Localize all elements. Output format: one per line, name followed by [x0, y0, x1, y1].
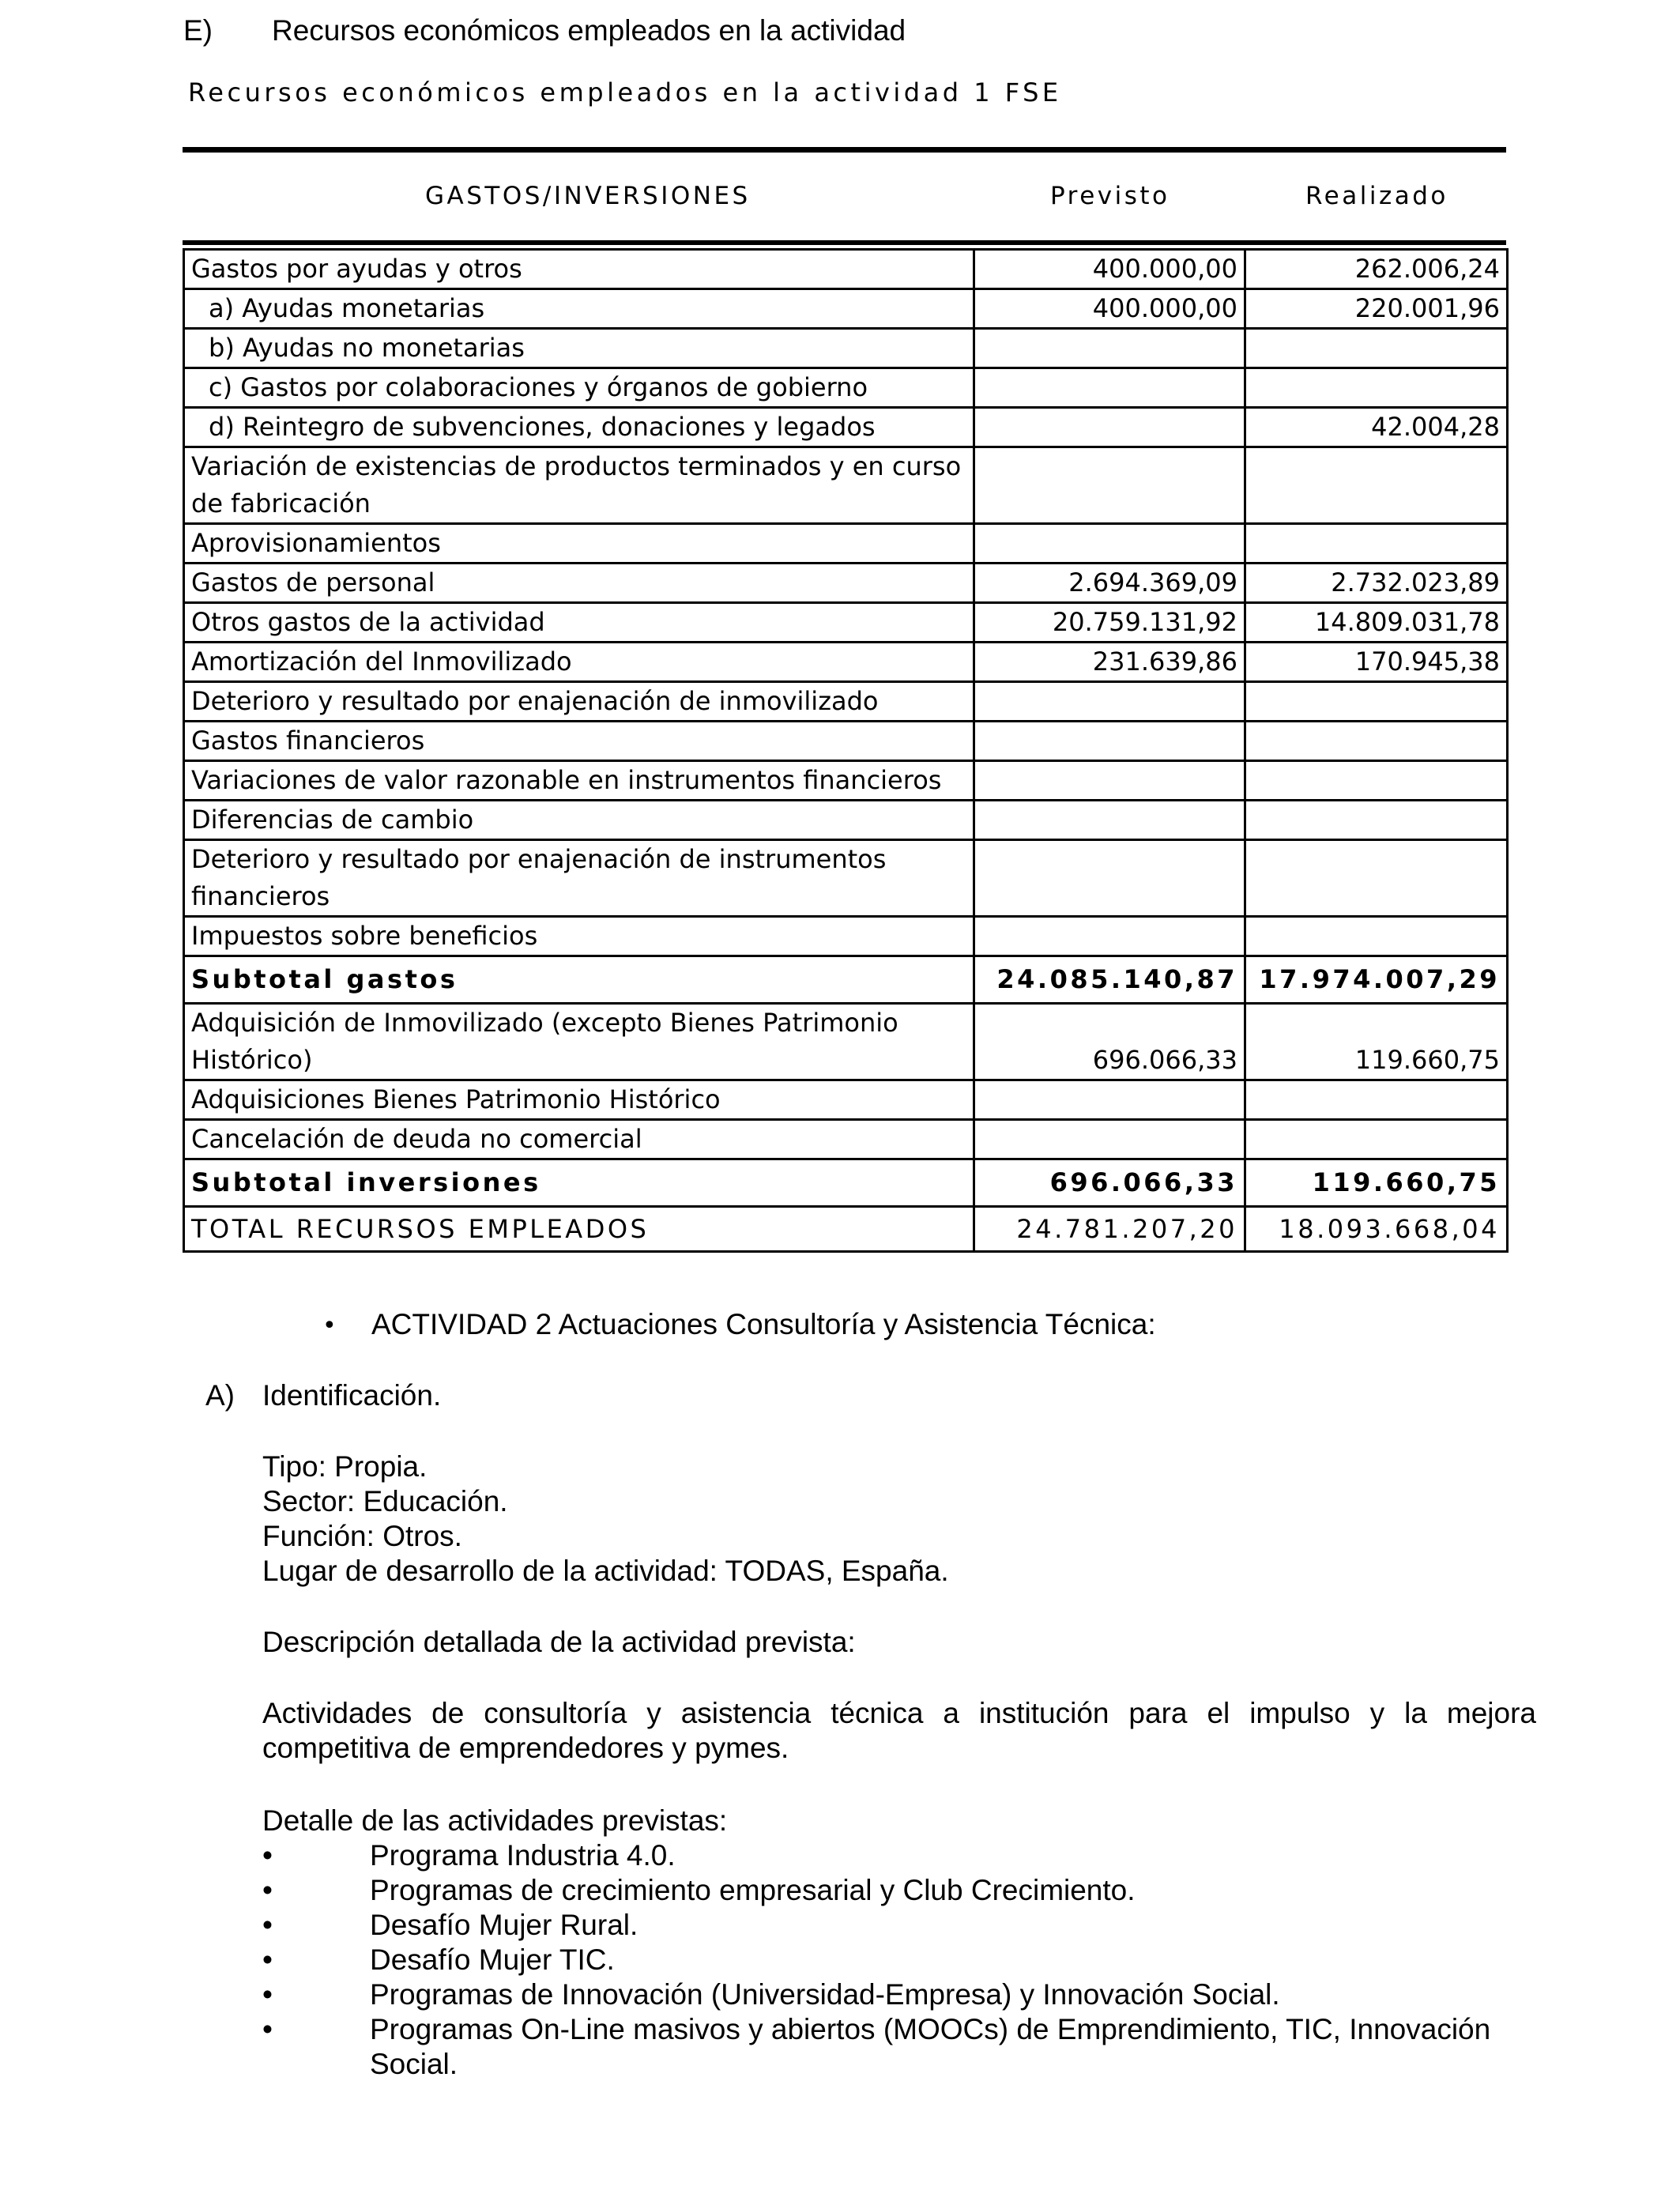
- section-a-title: Identificación.: [262, 1379, 442, 1412]
- table-row: [184, 643, 1508, 682]
- table-row: [184, 682, 1508, 722]
- row-label: Aprovisionamientos: [184, 524, 974, 564]
- list-bullet: •: [262, 1943, 273, 1976]
- row-planned: [974, 1080, 1245, 1120]
- row-actual: 2.732.023,89: [1245, 564, 1508, 603]
- row-label: Variaciones de valor razonable en instrumentos financieros: [184, 761, 974, 801]
- row-planned: [974, 840, 1245, 917]
- row-planned: 2.694.369,09: [974, 564, 1245, 603]
- list-item: [262, 1838, 1543, 1873]
- row-label: Adquisiciones Bienes Patrimonio Histórico: [184, 1080, 974, 1120]
- table-row: [184, 329, 1508, 368]
- row-actual: 262.006,24: [1245, 250, 1508, 289]
- subtotal-investments-row: [184, 1159, 1508, 1207]
- row-label: Otros gastos de la actividad: [184, 603, 974, 643]
- list-item: [262, 1943, 1543, 1977]
- row-label: Subtotal gastos: [184, 956, 974, 1004]
- list-bullet: •: [262, 1978, 273, 2011]
- detail-heading: Detalle de las actividades previstas:: [262, 1804, 728, 1837]
- list-item: [262, 1977, 1543, 2012]
- row-actual: [1245, 917, 1508, 956]
- row-label: Amortización del Inmovilizado: [184, 643, 974, 682]
- row-label: Gastos por ayudas y otros: [184, 250, 974, 289]
- table-row: [184, 840, 1508, 917]
- row-label: Variación de existencias de productos terminados y en curso de fabricación: [184, 447, 974, 524]
- table-row: [184, 1080, 1508, 1120]
- activity2-title: ACTIVIDAD 2 Actuaciones Consultoría y Asistencia Técnica:: [371, 1308, 1156, 1340]
- list-item-text: Programas de crecimiento empresarial y Club Crecimiento.: [370, 1874, 1136, 1906]
- row-planned: [974, 524, 1245, 564]
- header-bottom-rule: [183, 240, 1506, 245]
- resources-table: [183, 248, 1509, 1253]
- row-actual: [1245, 761, 1508, 801]
- section-e-letter: E): [183, 14, 213, 47]
- section-e-heading: [183, 14, 906, 47]
- description-text: Actividades de consultoría y asistencia técnica a institución para el impulso y la mejora competitiva de emprendedores y pymes.: [262, 1697, 1536, 1764]
- row-label: Cancelación de deuda no comercial: [184, 1120, 974, 1159]
- row-planned: 231.639,86: [974, 643, 1245, 682]
- row-label: Adquisición de Inmovilizado (excepto Bienes Patrimonio Histórico): [184, 1004, 974, 1080]
- row-planned: 24.781.207,20: [974, 1207, 1245, 1252]
- row-actual: [1245, 682, 1508, 722]
- table-caption: Recursos económicos empleados en la actividad 1 FSE: [188, 77, 1062, 107]
- list-bullet: •: [262, 1874, 273, 1906]
- row-label: Gastos de personal: [184, 564, 974, 603]
- row-actual: 14.809.031,78: [1245, 603, 1508, 643]
- id-lugar: Lugar de desarrollo de la actividad: TODAS, España.: [262, 1555, 949, 1587]
- row-label: Deterioro y resultado por enajenación de instrumentos financieros: [184, 840, 974, 917]
- table-row: [184, 1004, 1508, 1080]
- list-item-text: Desafío Mujer Rural.: [370, 1909, 638, 1941]
- row-planned: [974, 408, 1245, 447]
- table-row: [184, 368, 1508, 408]
- row-actual: 220.001,96: [1245, 289, 1508, 329]
- row-label: TOTAL RECURSOS EMPLEADOS: [184, 1207, 974, 1252]
- row-planned: [974, 917, 1245, 956]
- list-item-text: Programas On-Line masivos y abiertos (MOOCs) de Emprendimiento, TIC, Innovación Social.: [370, 2013, 1491, 2080]
- header-concept: GASTOS/INVERSIONES: [425, 182, 751, 210]
- row-label: b) Ayudas no monetarias: [184, 329, 974, 368]
- row-planned: 20.759.131,92: [974, 603, 1245, 643]
- list-item-text: Desafío Mujer TIC.: [370, 1943, 615, 1976]
- id-sector: Sector: Educación.: [262, 1485, 508, 1517]
- description-heading: Descripción detallada de la actividad prevista:: [262, 1626, 856, 1658]
- list-bullet: •: [262, 2013, 273, 2045]
- list-item-text: Programa Industria 4.0.: [370, 1839, 676, 1872]
- row-actual: [1245, 447, 1508, 524]
- subtotal-expenses-row: [184, 956, 1508, 1004]
- id-funcion: Función: Otros.: [262, 1520, 462, 1552]
- section-a-letter: A): [205, 1379, 235, 1412]
- list-bullet: •: [262, 1839, 273, 1872]
- row-label: Gastos financieros: [184, 722, 974, 761]
- row-actual: 17.974.007,29: [1245, 956, 1508, 1004]
- row-planned: 400.000,00: [974, 289, 1245, 329]
- row-planned: [974, 329, 1245, 368]
- table-row: [184, 250, 1508, 289]
- list-item-text: Programas de Innovación (Universidad-Empresa) y Innovación Social.: [370, 1978, 1280, 2011]
- table-row: [184, 722, 1508, 761]
- row-planned: 696.066,33: [974, 1004, 1245, 1080]
- row-planned: [974, 722, 1245, 761]
- row-label: Diferencias de cambio: [184, 801, 974, 840]
- row-label: c) Gastos por colaboraciones y órganos de gobierno: [184, 368, 974, 408]
- table-row: [184, 801, 1508, 840]
- row-planned: 400.000,00: [974, 250, 1245, 289]
- list-item: [262, 1873, 1543, 1908]
- table-row: [184, 564, 1508, 603]
- table-row: [184, 408, 1508, 447]
- section-e-title: Recursos económicos empleados en la actividad: [272, 14, 906, 47]
- row-actual: [1245, 368, 1508, 408]
- list-item: [262, 2012, 1543, 2082]
- row-planned: [974, 682, 1245, 722]
- table-row: [184, 289, 1508, 329]
- row-actual: [1245, 1120, 1508, 1159]
- row-planned: [974, 1120, 1245, 1159]
- row-label: Impuestos sobre beneficios: [184, 917, 974, 956]
- row-label: d) Reintegro de subvenciones, donaciones y legados: [184, 408, 974, 447]
- row-planned: 696.066,33: [974, 1159, 1245, 1207]
- row-label: Deterioro y resultado por enajenación de inmovilizado: [184, 682, 974, 722]
- row-planned: [974, 447, 1245, 524]
- row-planned: [974, 368, 1245, 408]
- section-a-heading: [205, 1379, 441, 1412]
- row-actual: [1245, 801, 1508, 840]
- row-planned: 24.085.140,87: [974, 956, 1245, 1004]
- row-actual: [1245, 524, 1508, 564]
- header-actual: Realizado: [1305, 182, 1448, 210]
- table-row: [184, 917, 1508, 956]
- table-top-rule: [183, 147, 1506, 153]
- row-actual: 119.660,75: [1245, 1159, 1508, 1207]
- row-planned: [974, 761, 1245, 801]
- row-actual: 170.945,38: [1245, 643, 1508, 682]
- list-bullet: •: [262, 1909, 273, 1941]
- detail-list: [262, 1838, 1543, 2082]
- row-actual: [1245, 722, 1508, 761]
- row-actual: 42.004,28: [1245, 408, 1508, 447]
- table-row: [184, 524, 1508, 564]
- row-label: Subtotal inversiones: [184, 1159, 974, 1207]
- row-actual: [1245, 840, 1508, 917]
- row-planned: [974, 801, 1245, 840]
- row-actual: 119.660,75: [1245, 1004, 1508, 1080]
- row-actual: [1245, 329, 1508, 368]
- table-row: [184, 603, 1508, 643]
- row-actual: [1245, 1080, 1508, 1120]
- total-row: [184, 1207, 1508, 1252]
- list-item: [262, 1908, 1543, 1943]
- activity-bullet: •: [322, 1312, 337, 1340]
- row-label: a) Ayudas monetarias: [184, 289, 974, 329]
- table-row: [184, 761, 1508, 801]
- row-actual: 18.093.668,04: [1245, 1207, 1508, 1252]
- table-row: [184, 1120, 1508, 1159]
- table-row: [184, 447, 1508, 524]
- id-tipo: Tipo: Propia.: [262, 1450, 428, 1483]
- header-planned: Previsto: [1050, 182, 1170, 210]
